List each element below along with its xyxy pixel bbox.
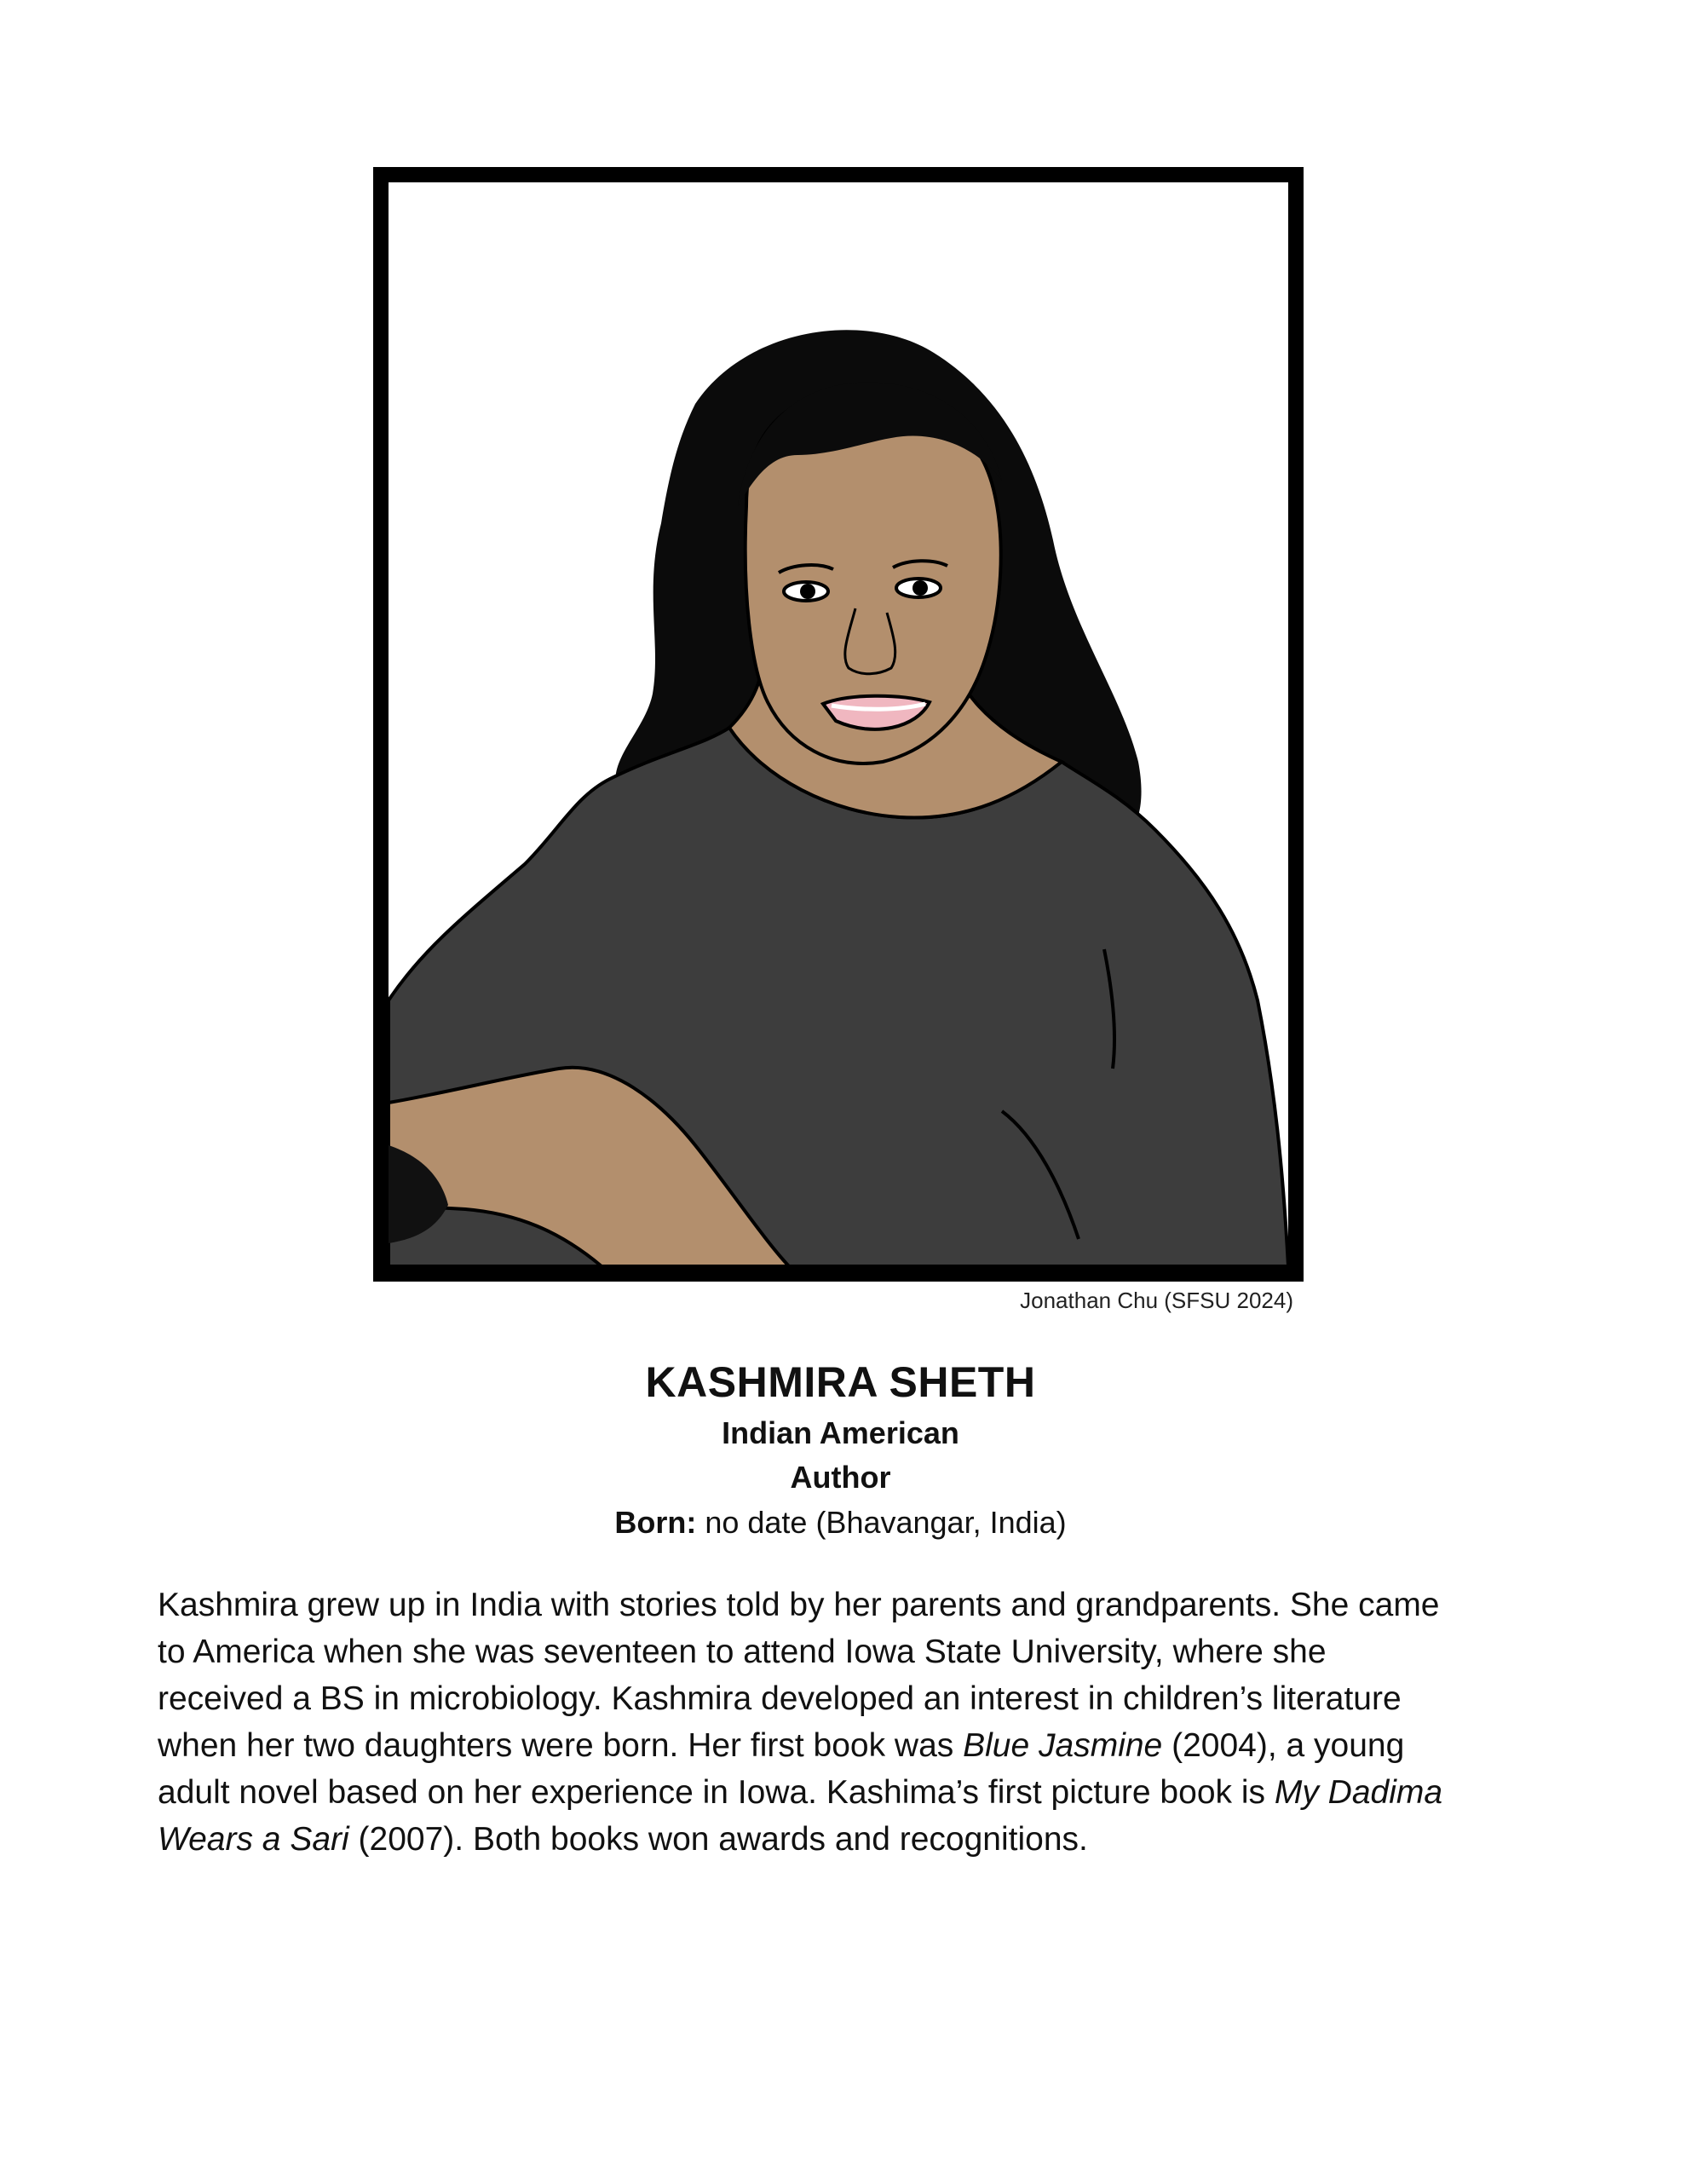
book-title-my-dadima-part2: Wears a Sari bbox=[158, 1821, 349, 1858]
profile-header bbox=[0, 1353, 1681, 1546]
bio-line-6-end: (2007). Both books won awards and recognitions. bbox=[348, 1821, 1088, 1858]
bio-line-3: received a BS in microbiology. Kashmira developed an interest in children’s literature bbox=[158, 1680, 1402, 1717]
left-pupil bbox=[800, 584, 815, 599]
heritage: Indian American bbox=[722, 1415, 959, 1450]
biography bbox=[158, 1582, 1521, 1863]
birth-info bbox=[0, 1500, 1681, 1546]
bio-line-5 bbox=[158, 1769, 1521, 1816]
bio-line-2: to America when she was seventeen to attend Iowa State University, where she bbox=[158, 1634, 1327, 1670]
person-name: KASHMIRA SHETH bbox=[645, 1358, 1036, 1406]
illustration-credit: Jonathan Chu (SFSU 2024) bbox=[1020, 1288, 1293, 1313]
book-title-my-dadima-part1: My Dadima bbox=[1274, 1774, 1443, 1811]
portrait-illustration bbox=[389, 182, 1288, 1266]
right-pupil bbox=[912, 580, 928, 596]
born-value: no date (Bhavangar, India) bbox=[696, 1505, 1067, 1540]
bio-line-6 bbox=[158, 1816, 1521, 1863]
bio-line-5-start: adult novel based on her experience in Iowa. Kashima’s first picture book is bbox=[158, 1774, 1275, 1811]
bio-line-4 bbox=[158, 1722, 1521, 1769]
book-title-blue-jasmine: Blue Jasmine bbox=[963, 1727, 1163, 1764]
portrait-frame bbox=[373, 167, 1304, 1282]
bio-line-4-start: when her two daughters were born. Her first book was bbox=[158, 1727, 964, 1764]
born-label: Born: bbox=[614, 1505, 697, 1540]
bio-line-4-end: (2004), a young bbox=[1162, 1727, 1405, 1764]
bio-line-1: Kashmira grew up in India with stories told by her parents and grandparents. She came bbox=[158, 1587, 1440, 1623]
occupation: Author bbox=[790, 1460, 891, 1495]
